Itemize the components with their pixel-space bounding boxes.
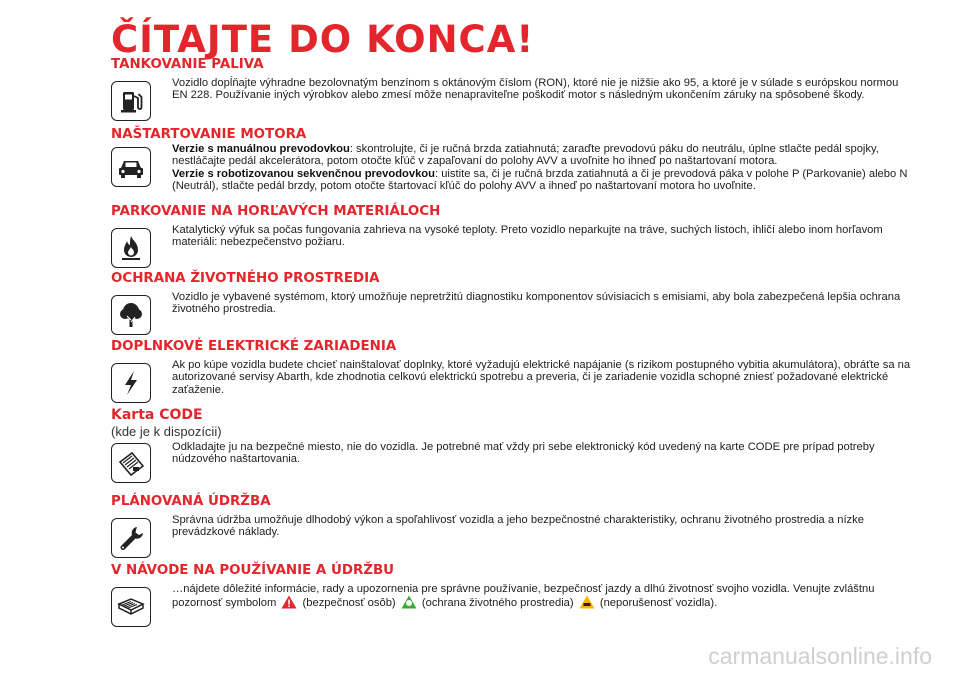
section-manual <box>111 562 911 621</box>
section-title: DOPLNKOVÉ ELEKTRICKÉ ZARIADENIA <box>111 339 397 354</box>
wrench-icon <box>111 518 151 558</box>
section-electrical <box>111 338 911 407</box>
section-fuel <box>111 56 911 113</box>
section-text: Odkladajte ju na bezpečné miesto, nie do vozidla. Je potrebné mať vždy pri sebe elektronický kód uvedený na karte CODE pre prípad potreby núdzového naštartovania. <box>172 441 875 466</box>
section-title: PARKOVANIE NA HORĽAVÝCH MATERIÁLOCH <box>111 204 441 219</box>
robotized-gearbox-label: Verzie s robotizovanou sekvenčnou prevodovkou <box>172 167 435 180</box>
environment-warning-icon <box>401 595 417 609</box>
page-title: ČÍTAJTE DO KONCA! <box>111 18 535 61</box>
fuel-pump-icon <box>111 81 151 121</box>
section-text: Správna údržba umožňuje dlhodobý výkon a spoľahlivosť vozidla a jeho bezpečnostné charakteristiky, ochranu životného prostredia a nízke prevádzkové náklady. <box>172 514 864 539</box>
section-text: Vozidlo dopĺňajte výhradne bezolovnatým benzínom s oktánovým číslom (RON), ktoré nie je nižšie ako 95, a ktoré je v súlade s európskou normou EN 228. Používanie iných výrobkov alebo zmesí môže nenapraviteľne poškodiť motor s následným ukončením záruky na spôsobené škody. <box>172 77 899 102</box>
safety-warning-icon <box>281 595 297 609</box>
section-text <box>172 143 911 192</box>
section-text: Katalytický výfuk sa počas fungovania zahrieva na vysoké teploty. Preto vozidlo neparkujte na tráve, suchých listoch, ihličí alebo inom horľavom materiáli: nebezpečenstvo požiaru. <box>172 224 883 249</box>
section-title: OCHRANA ŽIVOTNÉHO PROSTREDIA <box>111 271 380 286</box>
section-parking <box>111 203 911 260</box>
section-start <box>111 126 911 192</box>
section-text: Vozidlo je vybavené systémom, ktorý umožňuje nepretržitú diagnostiku komponentov súvisiacich s emisiami, aby bola zabezpečená lepšia ochrana životného prostredia. <box>172 291 901 316</box>
section-text: Ak po kúpe vozidla budete chcieť nainštalovať doplnky, ktoré vyžadujú elektrické napájanie (s rizikom postupného vybitia akumulátora), obráťte sa na autorizované servisy Abarth, kde zhodnotia celkovú elektrickú spotrebu a preveria, či je zariadenie vozidla schopné zniesť požadované elektrické zaťaženie. <box>172 359 911 396</box>
section-title: Karta CODE <box>111 407 203 423</box>
section-subtitle: (kde je k dispozícii) <box>111 424 222 439</box>
vehicle-warning-icon <box>579 595 595 609</box>
section-title: V NÁVODE NA POUŽÍVANIE A ÚDRŽBU <box>111 563 395 578</box>
watermark: carmanualsonline.info <box>708 643 932 669</box>
manual-gearbox-text: : skontrolujte, či je ručná brzda zatiahnutá; zaraďte prevodovú páku do neutrálu, úplne stlačte pedál spojky, nestláčajte pedál akcelerátora, potom otočte kľúč v zapaľovaní do polohy AVV a uvoľnite ho ihneď po naštartovaní motora. <box>172 143 879 168</box>
lightning-icon <box>111 363 151 403</box>
manual-text-c: (ochrana životného prostredia) <box>421 597 574 610</box>
code-card-icon <box>111 443 151 483</box>
section-maintenance <box>111 493 911 550</box>
section-title: TANKOVANIE PALIVA <box>111 57 264 72</box>
section-title: PLÁNOVANÁ ÚDRŽBA <box>111 494 271 509</box>
car-icon <box>111 147 151 187</box>
section-text <box>172 583 911 610</box>
section-environment <box>111 270 911 327</box>
robotized-gearbox-text: : uistite sa, či je ručná brzda zatiahnutá a či je prevodová páka v polohe P (Parkovanie) alebo N (Neutrál), stlačte pedál brzdy, potom otočte štartovací kľúč do polohy AVV a ihneď po naštartovaní motora ho uvoľnite. <box>172 167 908 192</box>
manual-text-b: (bezpečnosť osôb) <box>302 597 396 610</box>
manual-gearbox-label: Verzie s manuálnou prevodovkou <box>172 143 350 155</box>
section-code <box>111 407 911 477</box>
fire-icon <box>111 228 151 268</box>
manual-text-d: (neporušenosť vozidla). <box>599 597 718 610</box>
manual-text-a: …nájdete dôležité informácie, rady a upozornenia pre správne používanie, bezpečnosť jazdy a dlhú životnosť svojho vozidla. Venujte zvláštnu pozornosť symbolom <box>172 583 875 610</box>
tree-icon <box>111 295 151 335</box>
section-title: NAŠTARTOVANIE MOTORA <box>111 127 307 142</box>
book-icon <box>111 587 151 627</box>
